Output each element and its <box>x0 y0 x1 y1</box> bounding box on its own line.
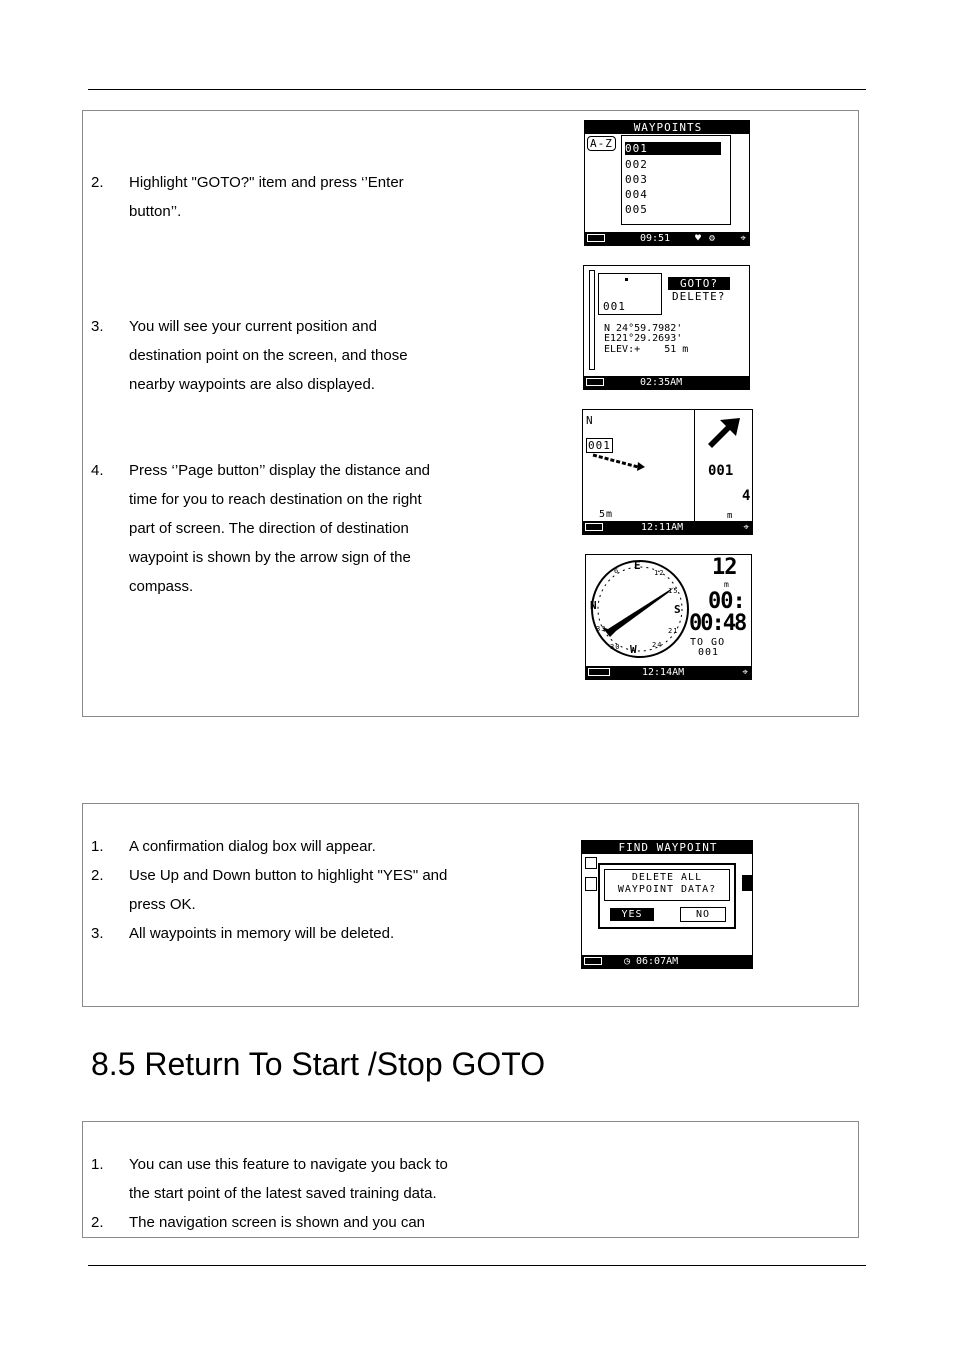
sort-tab: A-Z <box>587 136 616 151</box>
compass-east: E <box>634 559 642 572</box>
compass-screen <box>585 554 752 680</box>
step-text: You can use this feature to navigate you back to the start point of the latest saved training data. <box>129 1156 448 1202</box>
step-text: Highlight "GOTO?" item and press ‘’Enter button’’. <box>129 174 404 220</box>
step-number: 2. <box>91 867 104 884</box>
status-bar <box>584 376 749 389</box>
no-button[interactable]: NO <box>680 907 726 922</box>
waypoint-list <box>621 135 731 225</box>
top-rule <box>88 89 866 90</box>
distance-unit: m <box>727 511 734 521</box>
status-bar <box>585 232 749 245</box>
satellite-icon: ⌖ <box>740 233 746 244</box>
status-bar <box>582 955 752 968</box>
coord-lon: E121°29.2693' <box>604 333 683 344</box>
clock: 02:35AM <box>640 377 683 388</box>
satellite-icon: ⌖ <box>743 522 749 533</box>
battery-icon <box>586 378 604 386</box>
satellite-icon: ⌖ <box>742 667 748 678</box>
compass-tick: 33 <box>596 625 607 633</box>
battery-icon <box>588 668 610 676</box>
screen-title: FIND WAYPOINT <box>582 841 753 854</box>
status-bar <box>586 666 751 679</box>
waypoints-list-screen <box>584 120 750 246</box>
step-text: A confirmation dialog box will appear. <box>129 838 376 855</box>
to-go-label: TO GO <box>690 637 726 648</box>
step-text: Use Up and Down button to highlight "YES" and press OK. <box>129 867 448 913</box>
north-indicator: N <box>586 414 594 427</box>
confirm-dialog <box>598 863 736 929</box>
compass-south: S <box>674 603 682 616</box>
delete-confirm-screen <box>581 840 753 969</box>
step-number: 2. <box>91 1214 104 1231</box>
step-number: 3. <box>91 318 104 335</box>
list-icon <box>585 857 597 869</box>
trash-icon <box>585 877 597 891</box>
step-text: The navigation screen is shown and you can <box>129 1214 426 1231</box>
navigation-map-screen <box>582 409 753 535</box>
step-number: 2. <box>91 174 104 191</box>
flag-pole <box>589 270 595 370</box>
clock: 12:11AM <box>641 522 684 533</box>
dialog-message: DELETE ALL WAYPOINT DATA? <box>617 872 717 895</box>
step-text: Press ‘’Page button’’ display the distance and time for you to reach destination on the right part of screen. The direction of destination waypoint is shown by the arrow sign of the compass. <box>129 462 431 595</box>
divider <box>694 410 695 522</box>
step-number: 3. <box>91 925 104 942</box>
track-line <box>583 410 693 522</box>
dialog-message-box <box>604 869 730 901</box>
gear-icon: ⚙ <box>709 233 716 244</box>
compass-tick: 12 <box>654 569 665 577</box>
eta-time: 00:48 <box>689 611 746 636</box>
battery-icon <box>584 957 602 965</box>
battery-icon <box>585 523 603 531</box>
screen-title: WAYPOINTS <box>585 121 750 134</box>
position-dot <box>625 278 628 281</box>
target-waypoint: 001 <box>698 647 720 658</box>
status-bar <box>583 521 752 534</box>
target-waypoint: 001 <box>708 463 734 479</box>
goto-menu-screen <box>583 265 750 390</box>
step-number: 1. <box>91 1156 104 1173</box>
step-text: You will see your current position and destination point on the screen, and those nearby waypoints are also displayed. <box>129 318 408 393</box>
waypoint-item: 002 <box>625 158 648 171</box>
compass-north: N <box>590 599 598 612</box>
timer-icon: ◷ <box>624 956 631 967</box>
compass-tick: 24 <box>652 641 663 649</box>
menu-delete[interactable]: DELETE? <box>672 290 726 303</box>
compass-tick: 15 <box>668 587 679 595</box>
distance-value: 12 <box>712 555 737 580</box>
distance-value: 4 <box>742 488 752 504</box>
elevation: ELEV:+ 51 m <box>604 344 689 355</box>
waypoint-item: 005 <box>625 203 648 216</box>
map-waypoint-label: 001 <box>603 300 626 313</box>
waypoint-item: 004 <box>625 188 648 201</box>
yes-button[interactable]: YES <box>610 908 654 921</box>
step-number: 1. <box>91 838 104 855</box>
coord-lat: N 24°59.7982' <box>604 323 683 334</box>
clock: 06:07AM <box>636 956 679 967</box>
menu-goto[interactable]: GOTO? <box>668 277 730 290</box>
waypoint-item: 003 <box>625 173 648 186</box>
compass-tick: 6 <box>614 567 620 575</box>
heart-icon: ♥ <box>695 233 702 244</box>
eta-hours: 00: <box>708 589 745 614</box>
battery-icon <box>587 234 605 242</box>
compass-west: W <box>630 643 638 656</box>
step-text: All waypoints in memory will be deleted. <box>129 925 395 942</box>
compass-tick: 21 <box>668 627 679 635</box>
direction-arrow-icon <box>708 416 742 450</box>
clock: 12:14AM <box>642 667 685 678</box>
clock: 09:51 <box>640 233 671 244</box>
bottom-rule <box>88 1265 866 1266</box>
section-heading: 8.5 Return To Start /Stop GOTO <box>91 1046 546 1082</box>
map-waypoint-label: 001 <box>588 439 611 452</box>
waypoint-item-selected: 001 <box>625 142 721 155</box>
compass-tick: 30 <box>610 643 621 651</box>
map-scale: 5m <box>599 509 614 520</box>
distance-unit: m <box>724 580 730 589</box>
step-number: 4. <box>91 462 104 479</box>
map-window <box>598 273 662 315</box>
highlight-strip <box>742 875 752 891</box>
